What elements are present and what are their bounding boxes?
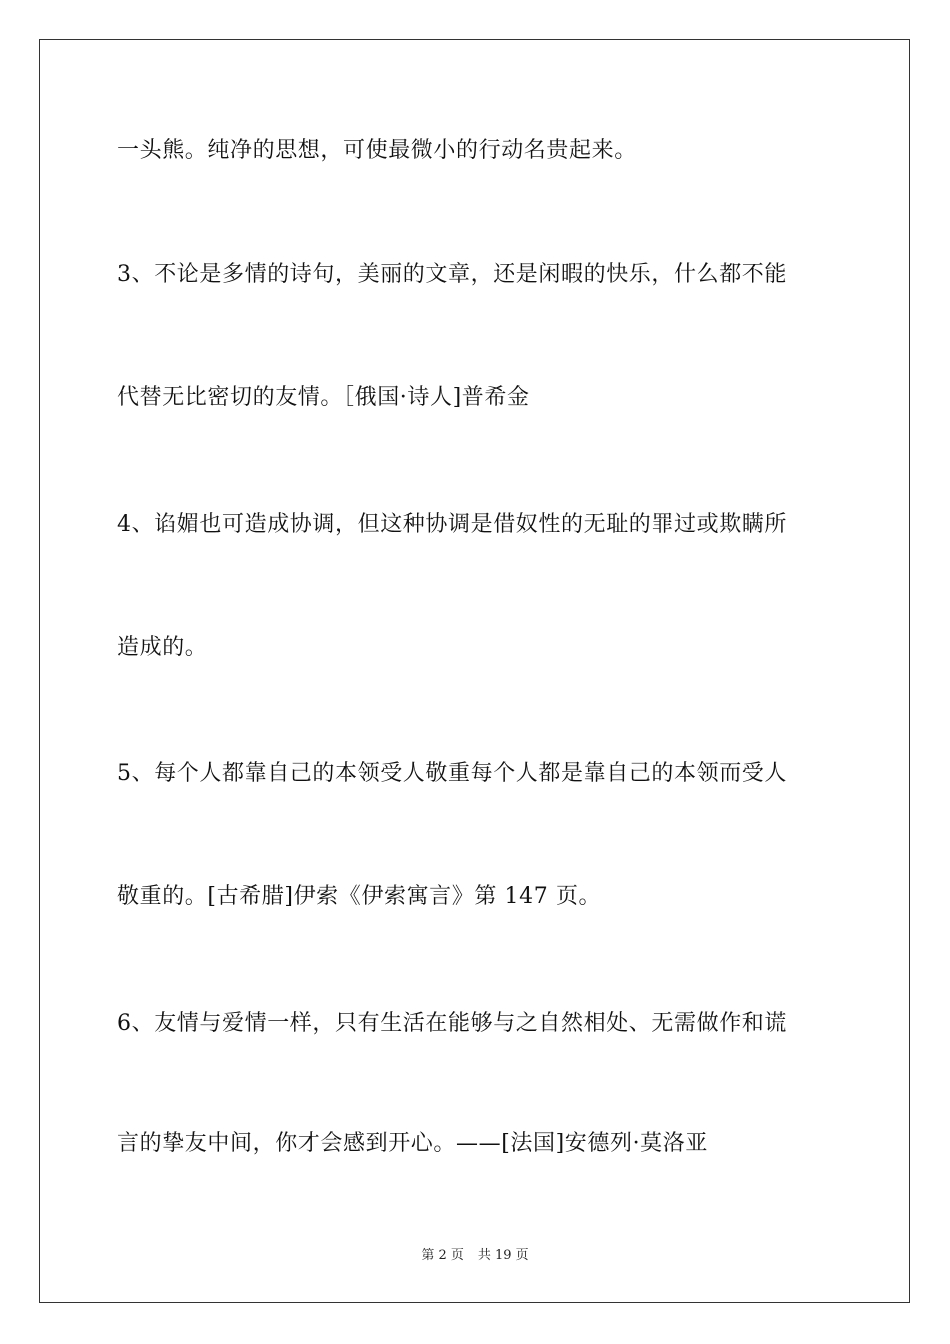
body-line-3: 代替无比密切的友情。［俄国·诗人]普希金 xyxy=(117,385,530,410)
body-line-2: 3、不论是多情的诗句，美丽的文章，还是闲暇的快乐，什么都不能 xyxy=(117,262,787,287)
body-line-6: 5、每个人都靠自己的本领受人敬重每个人都是靠自己的本领而受人 xyxy=(117,761,787,786)
page-total: 共 19 页 xyxy=(477,1248,529,1263)
body-line-9: 言的挚友中间，你才会感到开心。——[法国]安德列·莫洛亚 xyxy=(117,1131,708,1156)
body-line-5: 造成的。 xyxy=(117,635,208,660)
body-line-1: 一头熊。纯净的思想，可使最微小的行动名贵起来。 xyxy=(117,138,637,163)
page-footer xyxy=(0,1247,950,1265)
page-border xyxy=(39,39,910,1303)
body-line-7: 敬重的。[古希腊]伊索《伊索寓言》第 147 页。 xyxy=(117,884,602,909)
page-number: 第 2 页 xyxy=(421,1248,464,1263)
body-line-8: 6、友情与爱情一样，只有生活在能够与之自然相处、无需做作和谎 xyxy=(117,1011,787,1036)
body-line-4: 4、谄媚也可造成协调，但这种协调是借奴性的无耻的罪过或欺瞒所 xyxy=(117,512,787,537)
